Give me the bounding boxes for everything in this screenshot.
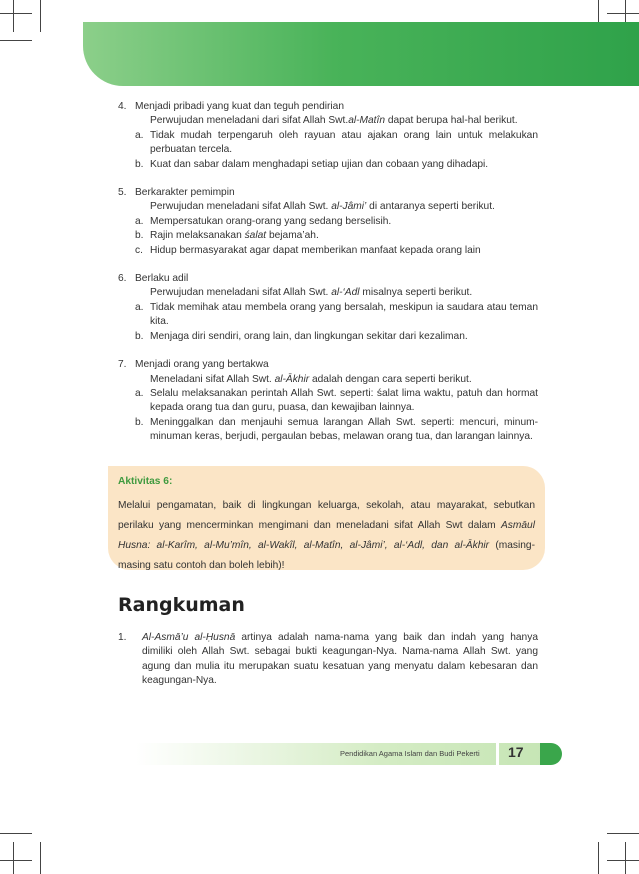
crop-mark	[607, 860, 639, 861]
crop-mark	[13, 842, 14, 874]
salat-term: śalat	[244, 230, 267, 242]
item-heading: Menjadi pribadi yang kuat dan teguh pendirian	[135, 101, 344, 112]
asma-name: al-Ākhir	[274, 373, 310, 385]
sub-text: Menjaga diri sendiri, orang lain, dan lingkungan sekitar dari kezaliman.	[150, 330, 468, 342]
sub-letter: b.	[135, 158, 144, 170]
crop-mark	[13, 0, 14, 32]
intro-text: misalnya seperti berikut.	[359, 287, 473, 299]
activity-text	[118, 496, 535, 576]
sub-letter: a.	[135, 387, 144, 399]
list-item	[118, 100, 538, 172]
activity-text-part: Melalui pengamatan, baik di lingkungan keluarga, sekolah, atau mayarakat, sebutkan perilaku yang mencerminkan mengimani dan meneladani sifat Allah Swt dalam	[118, 500, 535, 531]
item-intro	[118, 114, 538, 128]
intro-text: dapat berupa hal-hal berikut.	[385, 115, 518, 127]
list-item	[118, 186, 538, 258]
crop-mark	[0, 13, 32, 14]
item-intro	[118, 373, 538, 387]
main-list	[118, 100, 538, 459]
sub-item	[118, 416, 538, 445]
sub-letter: c.	[135, 244, 143, 256]
crop-mark	[625, 842, 626, 874]
page-tab	[540, 743, 562, 765]
sub-text: Tidak memihak atau membela orang yang bersalah, meskipun ia saudara atau teman kita.	[150, 301, 538, 328]
asma-name: al-‘Adl	[331, 287, 360, 299]
intro-text: Perwujudan meneladani sifat Allah Swt.	[150, 287, 332, 299]
crop-mark	[0, 40, 32, 41]
item-intro	[118, 286, 538, 300]
item-heading: Berlaku adil	[135, 273, 189, 285]
crop-mark	[607, 13, 639, 14]
asma-name: al-Jâmi’	[331, 201, 367, 213]
crop-mark	[607, 833, 639, 834]
footer-book-title: Pendidikan Agama Islam dan Budi Pekerti	[340, 749, 480, 758]
crop-mark	[598, 842, 599, 874]
sub-item	[118, 215, 538, 229]
list-item	[118, 272, 538, 344]
intro-text: adalah dengan cara seperti berikut.	[309, 373, 472, 385]
sub-text: Meninggalkan dan menjauhi semua larangan Allah Swt. seperti: mencuri, minum-minuman keras, berjudi, pergaulan bebas, melawan orang tua, dan larangan lainnya.	[150, 416, 538, 443]
item-number: 6.	[118, 273, 127, 285]
summary-number: 1.	[118, 632, 127, 643]
sub-letter: a.	[135, 129, 144, 141]
asma-names: Asmāul Husna: al-Karîm, al-Mu’mîn, al-Wakîl, al-Matîn, al-Jâmi’, al-‘Adl, dan al-Ākhir	[118, 520, 535, 551]
footer-divider	[496, 743, 499, 765]
sub-text	[150, 229, 538, 243]
asma-name: al-Matîn	[348, 115, 386, 127]
activity-title: Aktivitas 6:	[118, 476, 173, 487]
summary-title: Rangkuman	[118, 594, 245, 616]
sub-letter: b.	[135, 230, 144, 242]
sub-letter: a.	[135, 301, 144, 313]
list-item	[118, 358, 538, 444]
sub-item	[118, 229, 538, 243]
summary-item	[118, 631, 538, 689]
item-heading: Berkarakter pemimpin	[135, 187, 235, 199]
sub-letter: b.	[135, 330, 144, 342]
summary-term: Al-Asmā’u al-Ḥusnā	[142, 632, 236, 643]
sub-text-part: Rajin melaksanakan	[150, 230, 245, 242]
sub-text: Hidup bermasyarakat agar dapat memberikan manfaat kepada orang lain	[150, 244, 481, 256]
intro-text: Perwujudan meneladani dari sifat Allah Swt.	[150, 115, 349, 127]
activity-text-part: (masing-masing satu contoh dan boleh lebih)!	[118, 540, 535, 571]
item-number: 7.	[118, 359, 127, 371]
crop-mark	[0, 833, 32, 834]
sub-item	[118, 129, 538, 158]
sub-item	[118, 330, 538, 344]
sub-item	[118, 301, 538, 330]
sub-text-part: bejama’ah.	[266, 230, 319, 242]
intro-text: di antaranya seperti berikut.	[366, 201, 495, 213]
sub-item	[118, 158, 538, 172]
sub-letter: b.	[135, 416, 144, 428]
crop-mark	[40, 0, 41, 32]
sub-text: Mempersatukan orang-orang yang sedang berselisih.	[150, 215, 392, 227]
summary-text	[142, 631, 538, 689]
intro-text: Perwujudan meneladani sifat Allah Swt.	[150, 201, 332, 213]
header-band	[83, 22, 639, 86]
crop-mark	[40, 842, 41, 874]
sub-text: Tidak mudah terpengaruh oleh rayuan atau ajakan orang lain untuk melakukan perbuatan tercela.	[150, 129, 538, 156]
item-intro	[118, 200, 538, 214]
item-heading: Menjadi orang yang bertakwa	[135, 359, 269, 371]
sub-text: Selalu melaksanakan perintah Allah Swt. seperti: śalat lima waktu, patuh dan hormat kepada orang tua dan guru, puasa, dan kewajiban lainnya.	[150, 387, 538, 414]
sub-letter: a.	[135, 215, 144, 227]
sub-item	[118, 244, 538, 258]
activity-box	[108, 466, 545, 570]
sub-text: Kuat dan sabar dalam menghadapi setiap ujian dan cobaan yang dihadapi.	[150, 158, 489, 170]
item-number: 5.	[118, 187, 127, 199]
sub-item	[118, 387, 538, 416]
crop-mark	[0, 860, 32, 861]
intro-text: Meneladani sifat Allah Swt.	[150, 373, 275, 385]
page-number: 17	[508, 744, 524, 760]
item-number: 4.	[118, 101, 127, 112]
summary-body: artinya adalah nama-nama yang baik dan indah yang hanya dimiliki oleh Allah Swt. sebagai bukti keagungan-Nya. Nama-nama Allah Swt. yang agung dan mulia itu merupakan suatu kesatuan yang menyatu dalam kebesaran dan keagungan-Nya.	[142, 632, 538, 687]
